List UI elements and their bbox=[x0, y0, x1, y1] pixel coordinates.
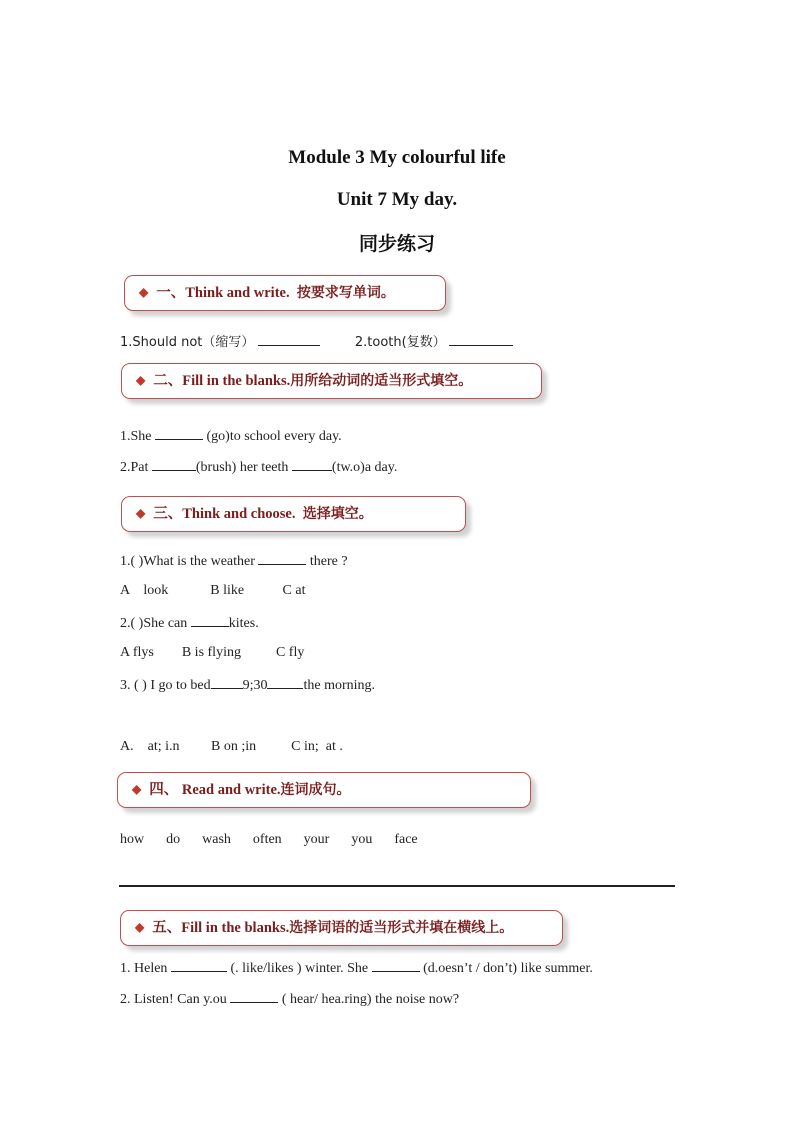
answer-blank[interactable] bbox=[372, 959, 420, 972]
answer-blank[interactable] bbox=[171, 959, 227, 972]
section-5-label-cn: 选择词语的适当形式并填在横线上。 bbox=[289, 920, 514, 936]
question-text: 1.Should not（缩写） bbox=[120, 335, 255, 350]
unit-title: Unit 7 My day. bbox=[336, 189, 458, 210]
diamond-icon: ◆ bbox=[136, 506, 146, 520]
diamond-icon: ◆ bbox=[132, 782, 142, 796]
question-text: 2.tooth(复数） bbox=[354, 335, 446, 350]
question-line bbox=[120, 990, 459, 1008]
question-line bbox=[120, 331, 513, 351]
options-line: A look B like C at bbox=[120, 583, 306, 598]
word: often bbox=[252, 832, 282, 847]
word: do bbox=[166, 832, 181, 847]
section-1-label: 一、Think and write. bbox=[156, 285, 290, 301]
question-line bbox=[120, 458, 397, 476]
question-text: (tw.o)a day. bbox=[331, 460, 398, 475]
question-text: day. bbox=[318, 429, 342, 444]
word: your bbox=[303, 832, 330, 847]
options-line: A. at; i.n B on ;in C in; at . bbox=[120, 739, 343, 754]
question-text: kites. bbox=[228, 616, 259, 631]
section-3-label-cn: 选择填空。 bbox=[302, 506, 373, 522]
question-text: (. like/likes ) winter. She bbox=[226, 961, 372, 976]
question-text: 2.( )She can bbox=[120, 616, 191, 631]
section-3-header bbox=[121, 496, 466, 532]
question-line bbox=[120, 614, 259, 632]
question-text: 9;30 bbox=[242, 678, 268, 693]
question-line bbox=[120, 676, 375, 694]
word: face bbox=[394, 832, 418, 847]
question-text: (brush) her teeth bbox=[195, 460, 292, 475]
question-text: ( hear/ hea.ring) the noise now? bbox=[278, 992, 460, 1007]
answer-blank[interactable] bbox=[258, 333, 320, 346]
section-2-label: 二、Fill in the blanks. bbox=[153, 373, 291, 389]
section-1-label-cn: 按要求写单词。 bbox=[296, 285, 395, 301]
question-text: there ? bbox=[306, 554, 348, 569]
word: how bbox=[120, 832, 145, 847]
answer-blank[interactable] bbox=[152, 458, 196, 471]
question-line bbox=[120, 959, 593, 977]
section-1-header bbox=[124, 275, 446, 311]
diamond-icon: ◆ bbox=[135, 920, 145, 934]
word-list bbox=[120, 832, 440, 848]
section-5-header bbox=[120, 910, 563, 946]
answer-blank[interactable] bbox=[211, 676, 243, 689]
answer-blank[interactable] bbox=[292, 458, 332, 471]
word: wash bbox=[202, 832, 231, 847]
diamond-icon: ◆ bbox=[139, 285, 149, 299]
section-3-label: 三、Think and choose. bbox=[153, 506, 296, 522]
section-4-label: 四、 Read and write. bbox=[149, 782, 281, 798]
answer-blank[interactable] bbox=[267, 676, 303, 689]
word: you bbox=[351, 832, 373, 847]
diamond-icon: ◆ bbox=[136, 373, 146, 387]
question-text: 1.( )What is the weather bbox=[120, 554, 259, 569]
question-line bbox=[120, 427, 342, 445]
question-text: (go)to school every bbox=[203, 429, 316, 444]
question-line bbox=[120, 552, 348, 570]
section-4-label-cn: 连词成句。 bbox=[280, 782, 351, 798]
section-4-header bbox=[117, 772, 531, 808]
question-text: 2.Pat bbox=[120, 460, 152, 475]
answer-blank[interactable] bbox=[230, 990, 278, 1003]
answer-blank[interactable] bbox=[449, 333, 513, 346]
answer-line[interactable] bbox=[119, 885, 675, 887]
answer-blank[interactable] bbox=[191, 614, 229, 627]
question-text: (d.oesn’t / don’t) like summer. bbox=[419, 961, 593, 976]
answer-blank[interactable] bbox=[155, 427, 203, 440]
section-2-header bbox=[121, 363, 542, 399]
question-text: the morning. bbox=[303, 678, 376, 693]
options-line: A flys B is flying C fly bbox=[120, 645, 305, 660]
section-2-label-cn: 用所给动词的适当形式填空。 bbox=[290, 373, 473, 389]
module-title: Module 3 My colourful life bbox=[288, 147, 506, 168]
question-text: 3. ( ) I go to bed bbox=[120, 678, 211, 693]
question-text: 1.She bbox=[120, 429, 155, 444]
question-text: 2. Listen! Can y.ou bbox=[120, 992, 231, 1007]
answer-blank[interactable] bbox=[258, 552, 306, 565]
section-5-label: 五、Fill in the blanks. bbox=[152, 920, 290, 936]
worksheet-subtitle: 同步练习 bbox=[358, 233, 435, 255]
question-text: 1. Helen bbox=[120, 961, 171, 976]
